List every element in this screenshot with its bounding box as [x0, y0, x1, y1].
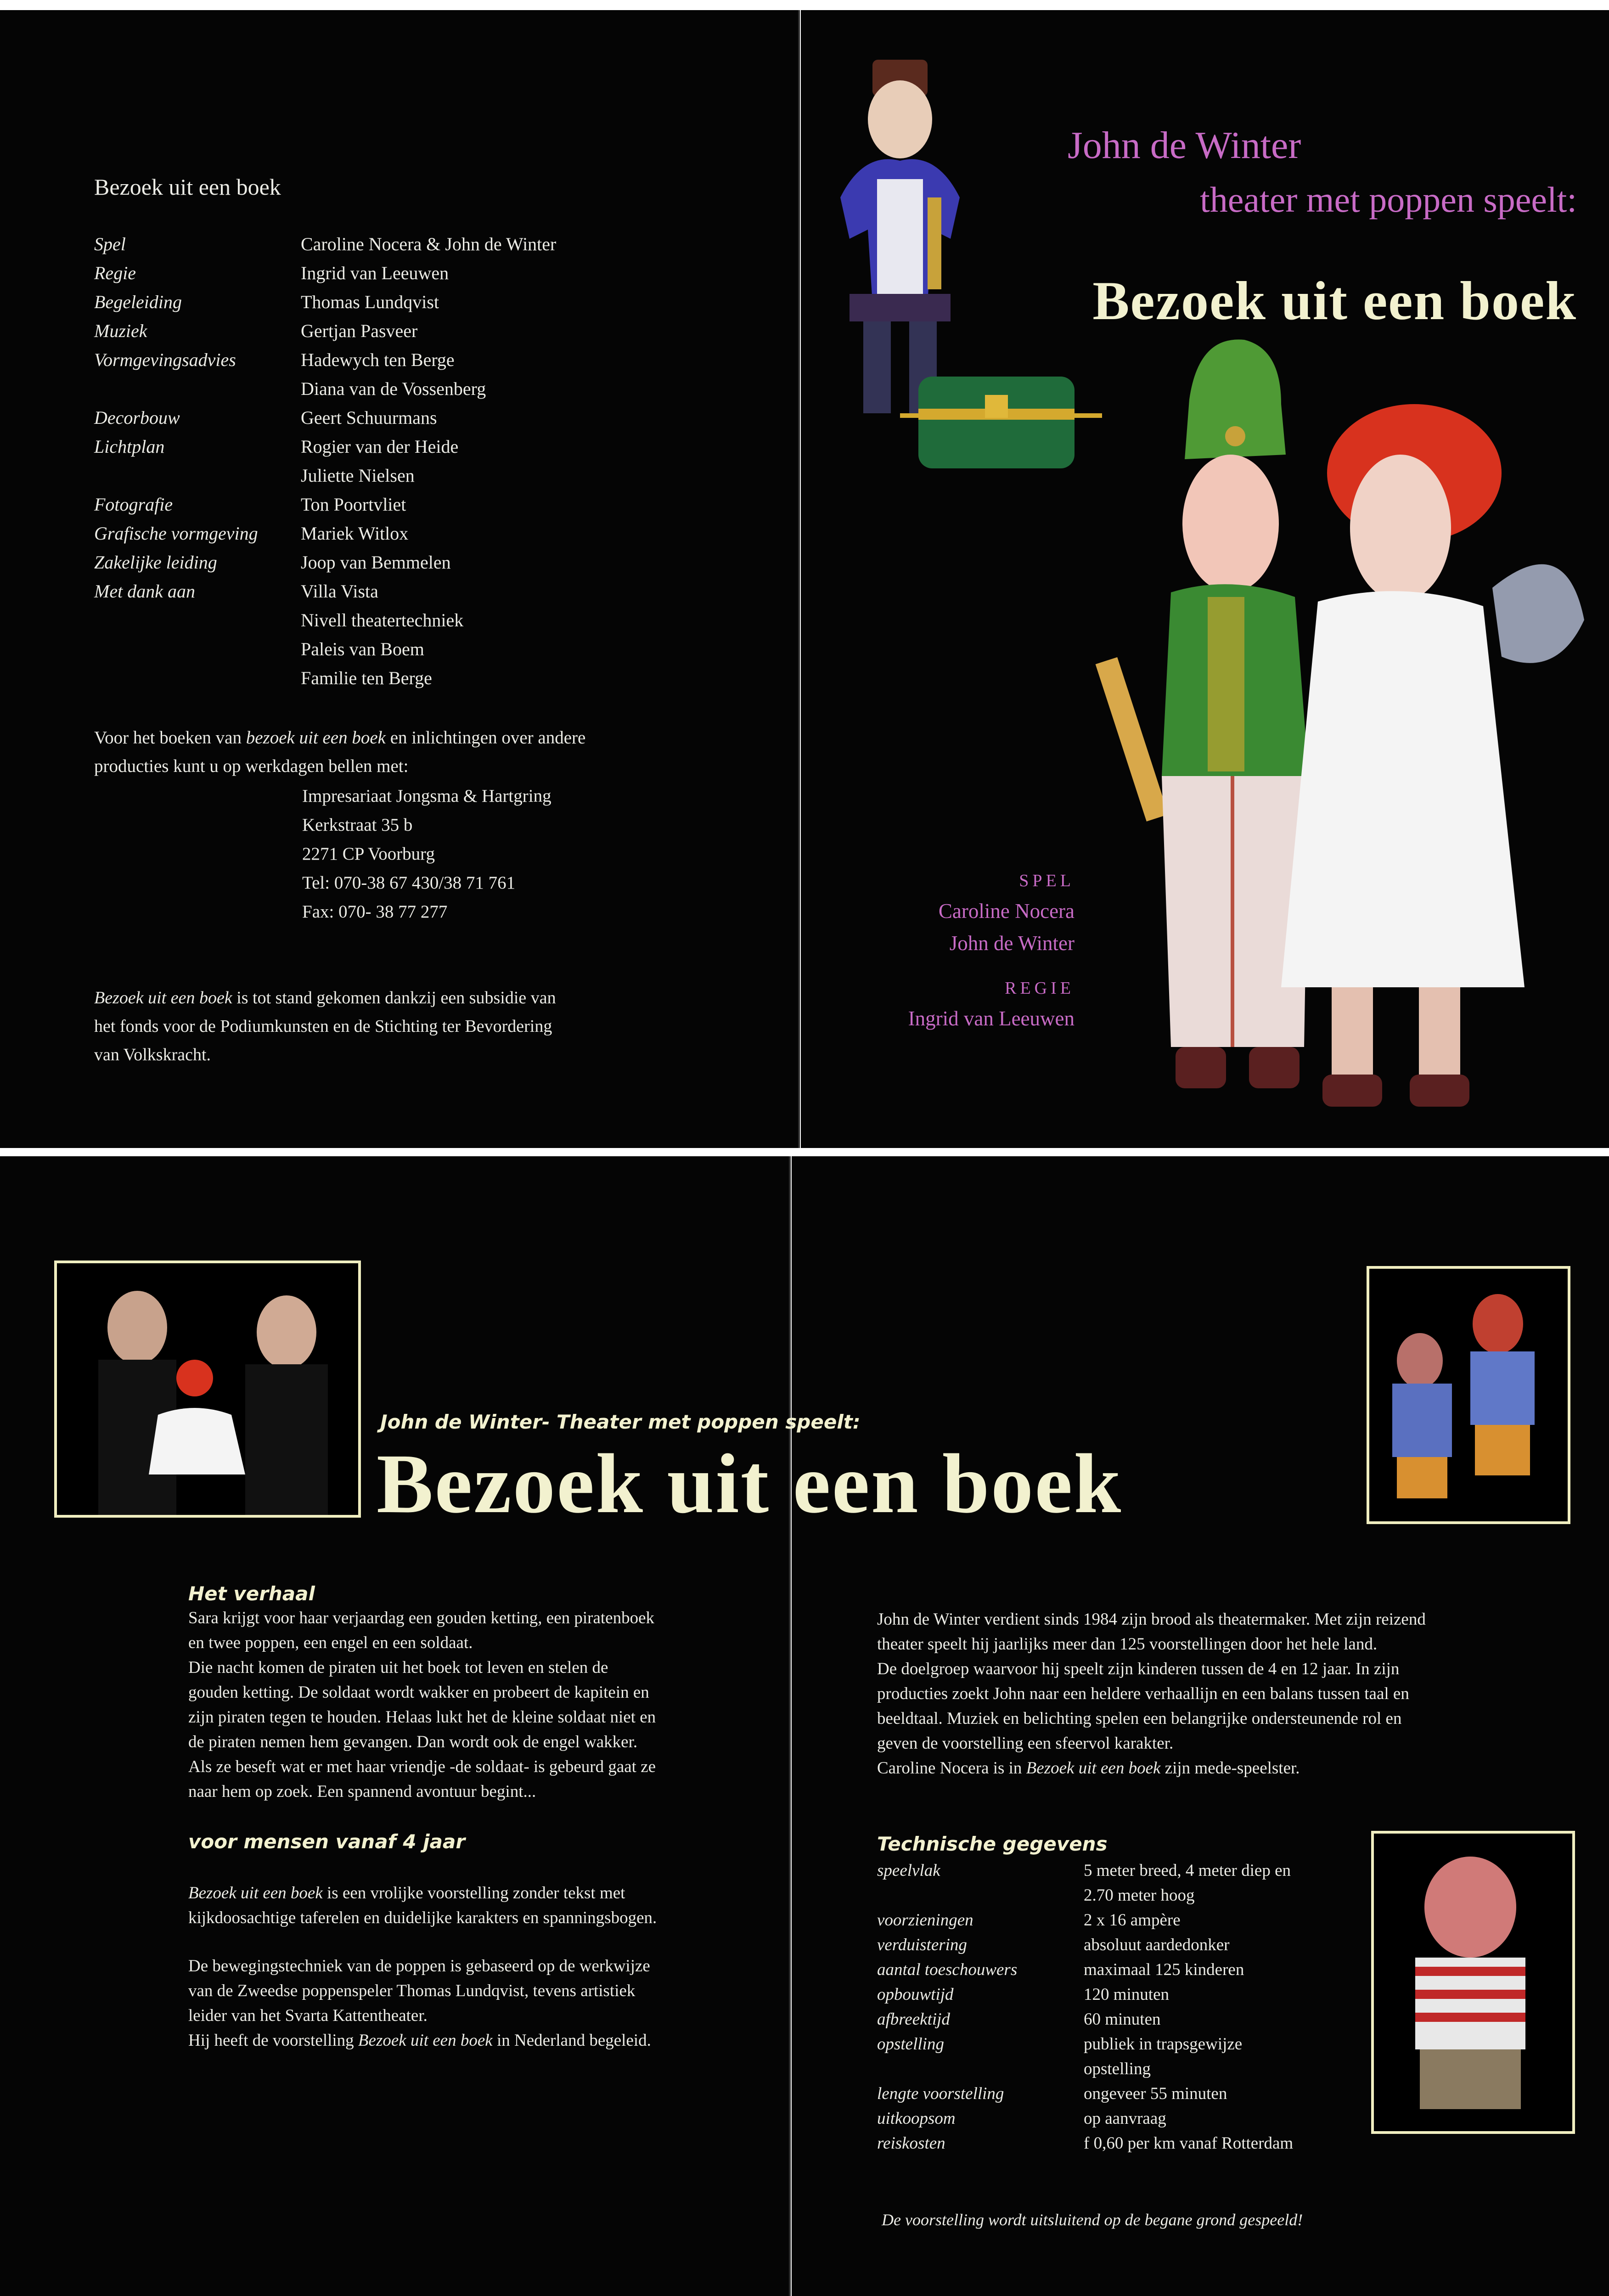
pirate-captain-photo — [1371, 1831, 1575, 2134]
credit-name: Ton Poortvliet — [301, 494, 406, 515]
top-left-heading: Bezoek uit een boek — [94, 174, 281, 200]
cover-title-line2: theater met poppen speelt: — [1200, 180, 1577, 219]
verhaal-line: naar hem op zoek. Een spannend avontuur begint... — [188, 1782, 536, 1801]
tech-row — [877, 2131, 1293, 2156]
credit-role — [94, 664, 301, 692]
credit-role: Lichtplan — [94, 436, 165, 457]
tech-value: ongeveer 55 minuten — [1084, 2084, 1227, 2103]
about-line: producties zoekt John naar een heldere verhaallijn en een balans tussen taal en — [877, 1684, 1409, 1703]
credit-row — [94, 490, 556, 519]
credit-name: Ingrid van Leeuwen — [301, 263, 449, 283]
tech-row — [877, 2106, 1293, 2131]
credit-row — [94, 664, 556, 692]
about-line — [877, 1756, 1426, 1781]
credit-role: Fotografie — [94, 494, 173, 515]
credit-row — [94, 606, 556, 635]
footnote: De voorstelling wordt uitsluitend op de begane grond gespeeld! — [882, 2211, 1303, 2229]
tech-value: op aanvraag — [1084, 2109, 1166, 2128]
tech-value: absoluut aardedonker — [1084, 1936, 1230, 1954]
credit-role: Muziek — [94, 321, 147, 341]
tech-key: reiskosten — [877, 2134, 945, 2153]
tech-key: aantal toeschouwers — [877, 1960, 1018, 1979]
credit-role: Decorbouw — [94, 407, 180, 428]
credit-row — [94, 577, 556, 606]
pirates-photo — [1367, 1266, 1570, 1524]
verhaal-line: zijn piraten tegen te houden. Helaas lukt het de kleine soldaat niet en — [188, 1708, 656, 1727]
angel-puppet-image — [1281, 404, 1584, 1107]
credit-name: Juliette Nielsen — [301, 465, 415, 486]
tech-key: opstelling — [877, 2035, 944, 2054]
verhaal-line: gouden ketting. De soldaat wordt wakker en probeert de kapitein en — [188, 1683, 649, 1702]
tech-row — [877, 2082, 1293, 2106]
credit-name: Thomas Lundqvist — [301, 292, 439, 312]
credit-row — [94, 461, 556, 490]
tech-key: speelvlak — [877, 1861, 940, 1880]
credit-row — [94, 345, 556, 374]
about-line: theater speelt hij jaarlijks meer dan 125 voorstellingen door het hele land. — [877, 1635, 1378, 1654]
top-fold — [798, 10, 800, 1148]
about-line: geven de voorstelling een sfeervol karakter. — [877, 1734, 1174, 1753]
tech-row — [877, 2057, 1293, 2082]
verhaal-line: Als ze beseft wat er met haar vriendje -de soldaat- is gebeurd gaat ze — [188, 1757, 656, 1776]
tech-value: 120 minuten — [1084, 1985, 1170, 2004]
bottom-big-title: Bezoek uit een boek — [377, 1437, 1123, 1531]
credit-role: Begeleiding — [94, 292, 182, 312]
regie-label: REGIE — [1005, 979, 1075, 998]
credit-role — [94, 635, 301, 664]
bottom-fold — [789, 1156, 791, 2296]
about-text — [877, 1607, 1426, 1781]
credit-name: Diana van de Vossenberg — [301, 378, 486, 399]
credit-name: Gertjan Pasveer — [301, 321, 418, 341]
tech-key: voorzieningen — [877, 1911, 973, 1930]
soldier-puppet-image — [1096, 339, 1309, 1088]
tech-row — [877, 1858, 1293, 1883]
credit-name: Geert Schuurmans — [301, 407, 437, 428]
credits-list — [94, 230, 556, 692]
credit-name: Rogier van der Heide — [301, 436, 459, 457]
regie-name: Ingrid van Leeuwen — [908, 1007, 1075, 1030]
contact-block — [302, 782, 551, 926]
cover-title-line1: John de Winter — [1068, 124, 1301, 167]
tech-table — [877, 1858, 1293, 2156]
credit-row — [94, 548, 556, 577]
about-line: John de Winter verdient sinds 1984 zijn brood als theatermaker. Met zijn reizend — [877, 1610, 1426, 1629]
tech-row — [877, 1933, 1293, 1958]
credit-role: Met dank aan — [94, 581, 195, 602]
about-title-part: Bezoek uit een boek — [1026, 1759, 1161, 1778]
credit-role: Spel — [94, 234, 126, 254]
credit-role: Vormgevingsadvies — [94, 349, 236, 370]
spel-name-1: Caroline Nocera — [938, 900, 1075, 923]
pirates-photo-image — [1369, 1269, 1568, 1521]
contact-line: 2271 CP Voorburg — [302, 844, 435, 864]
credit-name: Paleis van Boem — [301, 639, 424, 659]
tech-key: opbouwtijd — [877, 1985, 954, 2004]
verhaal-heading: Het verhaal — [188, 1582, 315, 1605]
credit-row — [94, 374, 556, 403]
tech-row — [877, 1958, 1293, 1982]
credit-row — [94, 403, 556, 432]
credit-row — [94, 316, 556, 345]
description-1: Bezoek uit een boek is een vrolijke voorstelling zonder tekst met kijkdoosachtige taferelen en duidelijke karakters en spanningsbogen. — [188, 1884, 657, 1927]
about-line: De doelgroep waarvoor hij speelt zijn kinderen tussen de 4 en 12 jaar. In zijn — [877, 1660, 1400, 1678]
tech-row — [877, 1883, 1293, 1908]
cover-main-title: Bezoek uit een boek — [1092, 270, 1577, 331]
tech-row — [877, 1982, 1293, 2007]
pirate-captain-photo-image — [1374, 1834, 1572, 2131]
tech-key: uitkoopsom — [877, 2109, 956, 2128]
credit-role — [94, 374, 301, 403]
contact-line: Fax: 070- 38 77 277 — [302, 902, 448, 922]
cover-cast — [827, 871, 1075, 1030]
tech-value: 5 meter breed, 4 meter diep en — [1084, 1861, 1291, 1880]
credit-role: Zakelijke leiding — [94, 552, 217, 573]
verhaal-line: Sara krijgt voor haar verjaardag een gouden ketting, een piratenboek — [188, 1609, 655, 1627]
credit-role — [94, 461, 301, 490]
credit-row — [94, 259, 556, 287]
credit-name: Villa Vista — [301, 581, 378, 602]
verhaal-line: en twee poppen, een engel en een soldaat. — [188, 1633, 473, 1652]
tech-row — [877, 2032, 1293, 2057]
performers-photo-image — [57, 1263, 358, 1515]
credit-row — [94, 635, 556, 664]
credit-name: Hadewych ten Berge — [301, 349, 455, 370]
credit-row — [94, 230, 556, 259]
tech-value: 2.70 meter hoog — [1084, 1886, 1195, 1905]
tech-key: verduistering — [877, 1936, 967, 1954]
contact-line: Kerkstraat 35 b — [302, 815, 413, 835]
spel-name-2: John de Winter — [949, 932, 1075, 955]
tech-value: maximaal 125 kinderen — [1084, 1960, 1244, 1979]
verhaal-text — [188, 1606, 656, 1804]
verhaal-line: Die nacht komen de piraten uit het boek tot leven en stelen de — [188, 1658, 608, 1677]
performers-photo — [54, 1261, 361, 1518]
about-line: beeldtaal. Muziek en belichting spelen een belangrijke ondersteunende rol en — [877, 1709, 1402, 1728]
tech-row — [877, 1908, 1293, 1933]
credit-row — [94, 287, 556, 316]
credit-name: Nivell theatertechniek — [301, 610, 464, 630]
bottom-kicker: John de Winter- Theater met poppen speelt: — [380, 1411, 861, 1433]
about-text-part: Caroline Nocera is in — [877, 1759, 1026, 1778]
credit-name: Caroline Nocera & John de Winter — [301, 234, 557, 254]
tech-row — [877, 2007, 1293, 2032]
credit-role — [94, 606, 301, 635]
booking-info: Voor het boeken van bezoek uit een boek en inlichtingen over andere producties kunt u op werkdagen bellen met: — [94, 728, 586, 776]
tech-heading: Technische gegevens — [877, 1833, 1108, 1855]
age-heading: voor mensen vanaf 4 jaar — [188, 1830, 466, 1853]
pirate-puppet-image — [840, 60, 1102, 468]
credit-name: Joop van Bemmelen — [301, 552, 451, 573]
about-text-part: zijn mede-speelster. — [1160, 1759, 1300, 1778]
tech-key — [877, 1883, 1084, 1908]
contact-line: Impresariaat Jongsma & Hartgring — [302, 786, 551, 806]
credit-name: Mariek Witlox — [301, 523, 409, 544]
tech-key: afbreektijd — [877, 2010, 950, 2029]
tech-value: 60 minuten — [1084, 2010, 1161, 2029]
tech-value: opstelling — [1084, 2060, 1151, 2078]
verhaal-line: de piraten nemen hem gevangen. Dan wordt ook de engel wakker. — [188, 1733, 638, 1751]
tech-value: publiek in trapsgewijze — [1084, 2035, 1243, 2054]
credit-role: Grafische vormgeving — [94, 523, 258, 544]
tech-value: 2 x 16 ampère — [1084, 1911, 1181, 1930]
credit-name: Familie ten Berge — [301, 668, 432, 688]
spel-label: SPEL — [1019, 871, 1075, 890]
tech-key: lengte voorstelling — [877, 2084, 1004, 2103]
credit-row — [94, 519, 556, 548]
tech-key — [877, 2057, 1084, 2082]
subsidy-note: Bezoek uit een boek is tot stand gekomen dankzij een subsidie van het fonds voor de Podiumkunsten en de Stichting ter Bevordering van Volkskracht. — [94, 988, 556, 1064]
credit-role: Regie — [94, 263, 136, 283]
contact-line: Tel: 070-38 67 430/38 71 761 — [302, 873, 516, 893]
credit-row — [94, 432, 556, 461]
tech-value: f 0,60 per km vanaf Rotterdam — [1084, 2134, 1294, 2153]
description-2: De bewegingstechniek van de poppen is gebaseerd op de werkwijze van de Zweedse poppenspeler Thomas Lundqvist, tevens artistiek leider van het Svarta Kattentheater. Hij heeft de voorstelling Bezoek uit een boek in Nederland begeleid. — [188, 1957, 651, 2050]
